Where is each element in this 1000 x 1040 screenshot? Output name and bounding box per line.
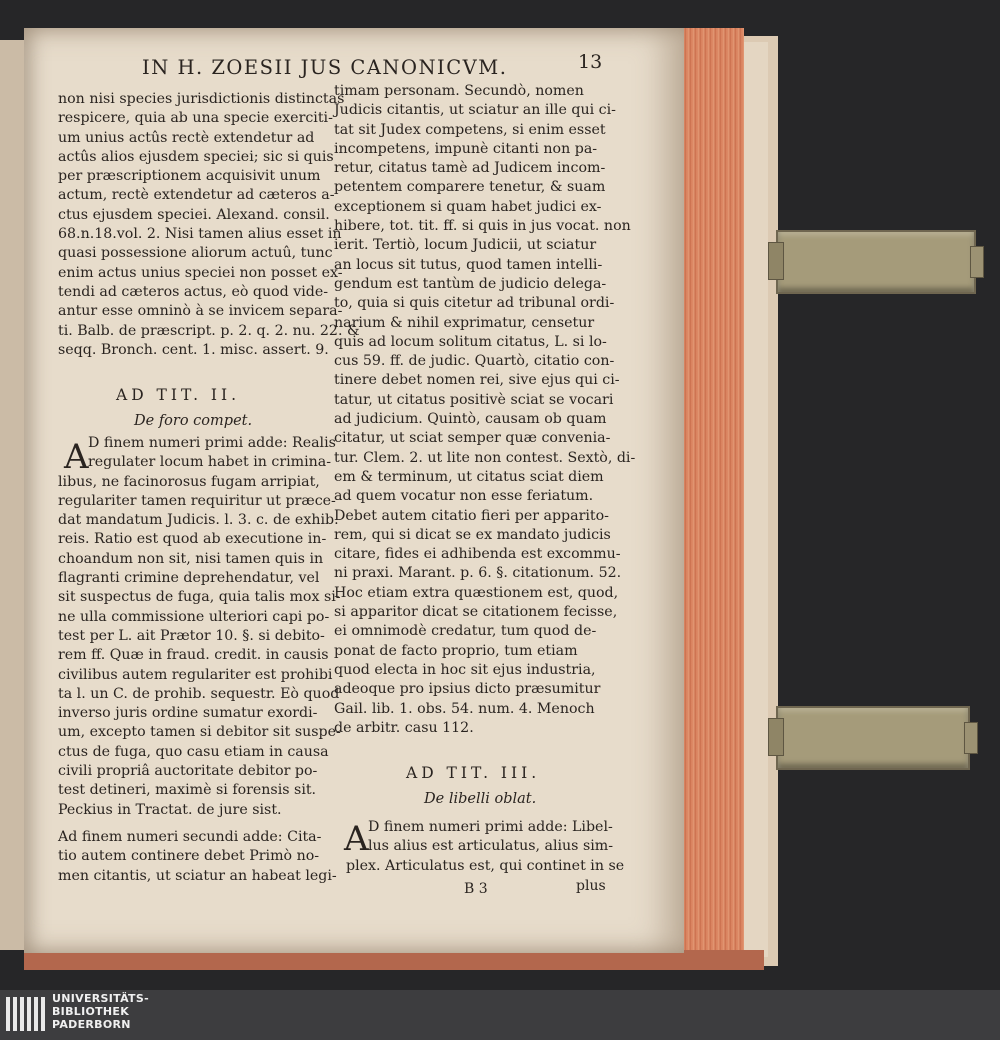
text-line: tinere debet nomen rei, sive ejus qui ci- [334,372,620,389]
text-line: Judicis citantis, ut sciatur an ille qui ci- [334,102,616,119]
text-line: test detineri, maximè si forensis sit. [58,782,317,799]
text-line: em & terminum, ut citatus sciat diem [334,468,604,485]
text-line: reis. Ratio est quod ab executione in- [58,531,327,548]
text-line: adeoque pro ipsius dicto præsumitur [334,681,601,698]
text-line: respicere, quia ab una specie exerciti- [58,110,333,127]
text-line: ei omnimodè credatur, tum quod de- [334,623,597,640]
text-line: an locus sit tutus, quod tamen intelli- [334,256,603,273]
text-line: Ad finem numeri secundi adde: Cita- [58,829,322,845]
text-line: seqq. Bronch. cent. 1. misc. assert. 9. [58,341,329,358]
text-line: regulater locum habet in crimina- [88,454,332,471]
initial-letter: A [64,437,89,477]
text-line: civilibus autem regulariter est prohibi [58,666,333,683]
text-line: quis ad locum solitum citatus, L. si lo- [334,333,607,350]
text-line: narium & nihil exprimatur, censetur [334,314,595,331]
text-line: incompetens, impunè citanti non pa- [334,140,598,157]
text-line: libus, ne facinorosus fugam arripiat, [58,473,320,490]
text-line: actûs alios ejusdem speciei; sic si quis [58,148,334,165]
text-line: D finem numeri primi adde: Libel- [368,819,613,835]
text-line: ne ulla commissione ulteriori capi po- [58,608,330,625]
signature-mark: B 3 [464,881,488,897]
text-line: choandum non sit, nisi tamen quis in [58,550,324,567]
text-line: tat sit Judex competens, si enim esset [334,121,606,138]
library-logo-icon [6,993,46,1035]
text-line: quod electa in hoc sit ejus industria, [334,661,596,678]
text-line: Peckius in Tractat. de jure sist. [58,801,282,818]
text-line: tio autem continere debet Primò no- [58,848,320,865]
text-line: retur, citatus tamè ad Judicem incom- [334,160,606,177]
text-line: to, quia si quis citetur ad tribunal ordi- [334,295,615,312]
running-head: IN H. ZOESII JUS CANONICVM. [142,56,508,79]
text-line: flagranti crimine deprehendatur, vel [58,570,320,587]
section-subheading: De libelli oblat. [424,791,537,807]
catchword: plus [576,878,606,894]
upper-clasp [776,230,976,294]
text-line: ti. Balb. de præscript. p. 2. q. 2. nu. 22. & [58,322,360,339]
text-line: civili propriâ auctoritate debitor po- [58,763,318,780]
library-name [52,992,149,1031]
text-line: ta l. un C. de prohib. sequestr. Eò quod [58,685,340,702]
text-line: dat mandatum Judicis. l. 3. c. de exhib. [58,512,339,529]
page-number: 13 [578,51,603,73]
text-line: non nisi species jurisdictionis distinctas [58,91,345,107]
section-heading: AD TIT. III. [406,764,541,782]
text-line: citare, fides ei adhibenda est excommu- [334,546,621,563]
right-column [334,82,635,738]
text-line: ad quem vocatur non esse feriatum. [334,488,594,505]
text-line: cus 59. ff. de judic. Quartò, citatio con- [334,353,615,370]
section-heading: AD TIT. II. [116,386,241,404]
text-line: sit suspectus de fuga, quia talis mox si- [58,589,341,606]
text-line: antur esse omninò à se invicem separa- [58,303,343,320]
text-line: enim actus unius speciei non posset ex- [58,264,343,281]
text-line: regulariter tamen requiritur ut præce- [58,492,336,509]
paragraph-body [346,857,624,876]
paragraph-first-lines [88,434,336,473]
text-line: um unius actûs rectè extendetur ad [58,129,315,146]
text-line: ni praxi. Marant. p. 6. §. citationum. 52. [334,565,622,582]
text-line: citatur, ut sciat semper quæ convenia- [334,430,611,447]
text-line: gendum est tantùm de judicio delega- [334,275,607,292]
text-line: ponat de facto proprio, tum etiam [334,642,578,659]
initial-letter: A [344,819,369,859]
left-column-top [58,90,360,360]
text-line: quasi possessione aliorum actuû, tunc [58,245,333,262]
text-line: inverso juris ordine sumatur exordi- [58,705,318,722]
lower-clasp [776,706,970,770]
text-line: men citantis, ut sciatur an habeat legi- [58,867,337,884]
text-line: ctus de fuga, quo casu etiam in causa [58,743,329,760]
text-line: plex. Articulatus est, qui continet in se [346,857,625,874]
text-line: ctus ejusdem speciei. Alexand. consil. [58,206,330,223]
text-line: ad judicium. Quintò, causam ob quam [334,411,607,428]
library-name-line: UNIVERSITÄTS- [52,992,149,1005]
text-line: um, excepto tamen si debitor sit suspe- [58,724,341,741]
text-line: ierit. Tertiò, locum Judicii, ut sciatur [334,237,597,254]
text-line: tur. Clem. 2. ut lite non contest. Sextò, di- [334,449,636,466]
text-line: Hoc etiam extra quæstionem est, quod, [334,584,619,601]
text-line: hibere, tot. tit. ff. si quis in jus vocat. non [334,218,631,235]
library-name-line: BIBLIOTHEK [52,1005,130,1018]
text-line: tendi ad cæteros actus, eò quod vide- [58,283,329,300]
text-line: rem, qui si dicat se ex mandato judicis [334,526,611,543]
text-line: D finem numeri primi adde: Realis [88,435,336,451]
paragraph-first-lines [368,818,613,857]
text-line: actum, rectè extendetur ad cæteros a- [58,187,335,204]
text-line: Debet autem citatio fieri per apparito- [334,507,609,524]
text-line: lus alius est articulatus, alius sim- [368,838,614,855]
text-line: timam personam. Secundò, nomen [334,83,584,99]
paragraph-second [58,828,337,886]
paragraph-body [58,473,341,820]
text-line: per præscriptionem acquisivit unum [58,168,321,185]
page-bottom-edge [24,950,764,970]
text-line: exceptionem si quam habet judici ex- [334,198,602,215]
text-line: Gail. lib. 1. obs. 54. num. 4. Menoch [334,700,595,717]
text-line: petentem comparere tenetur, & suam [334,179,606,196]
text-line: de arbitr. casu 112. [334,719,474,736]
text-line: rem ff. Quæ in fraud. credit. in causis [58,647,329,664]
section-subheading: De foro compet. [134,413,253,429]
text-line: tatur, ut citatus positivè sciat se vocari [334,391,614,408]
footer-bar [0,990,1000,1040]
library-name-line: PADERBORN [52,1018,131,1031]
text-line: 68.n.18.vol. 2. Nisi tamen alius esset in [58,226,342,243]
book-cover-inner [744,42,768,957]
text-line: test per L. ait Prætor 10. §. si debito- [58,627,325,644]
text-line: si apparitor dicat se citationem fecisse, [334,604,618,621]
